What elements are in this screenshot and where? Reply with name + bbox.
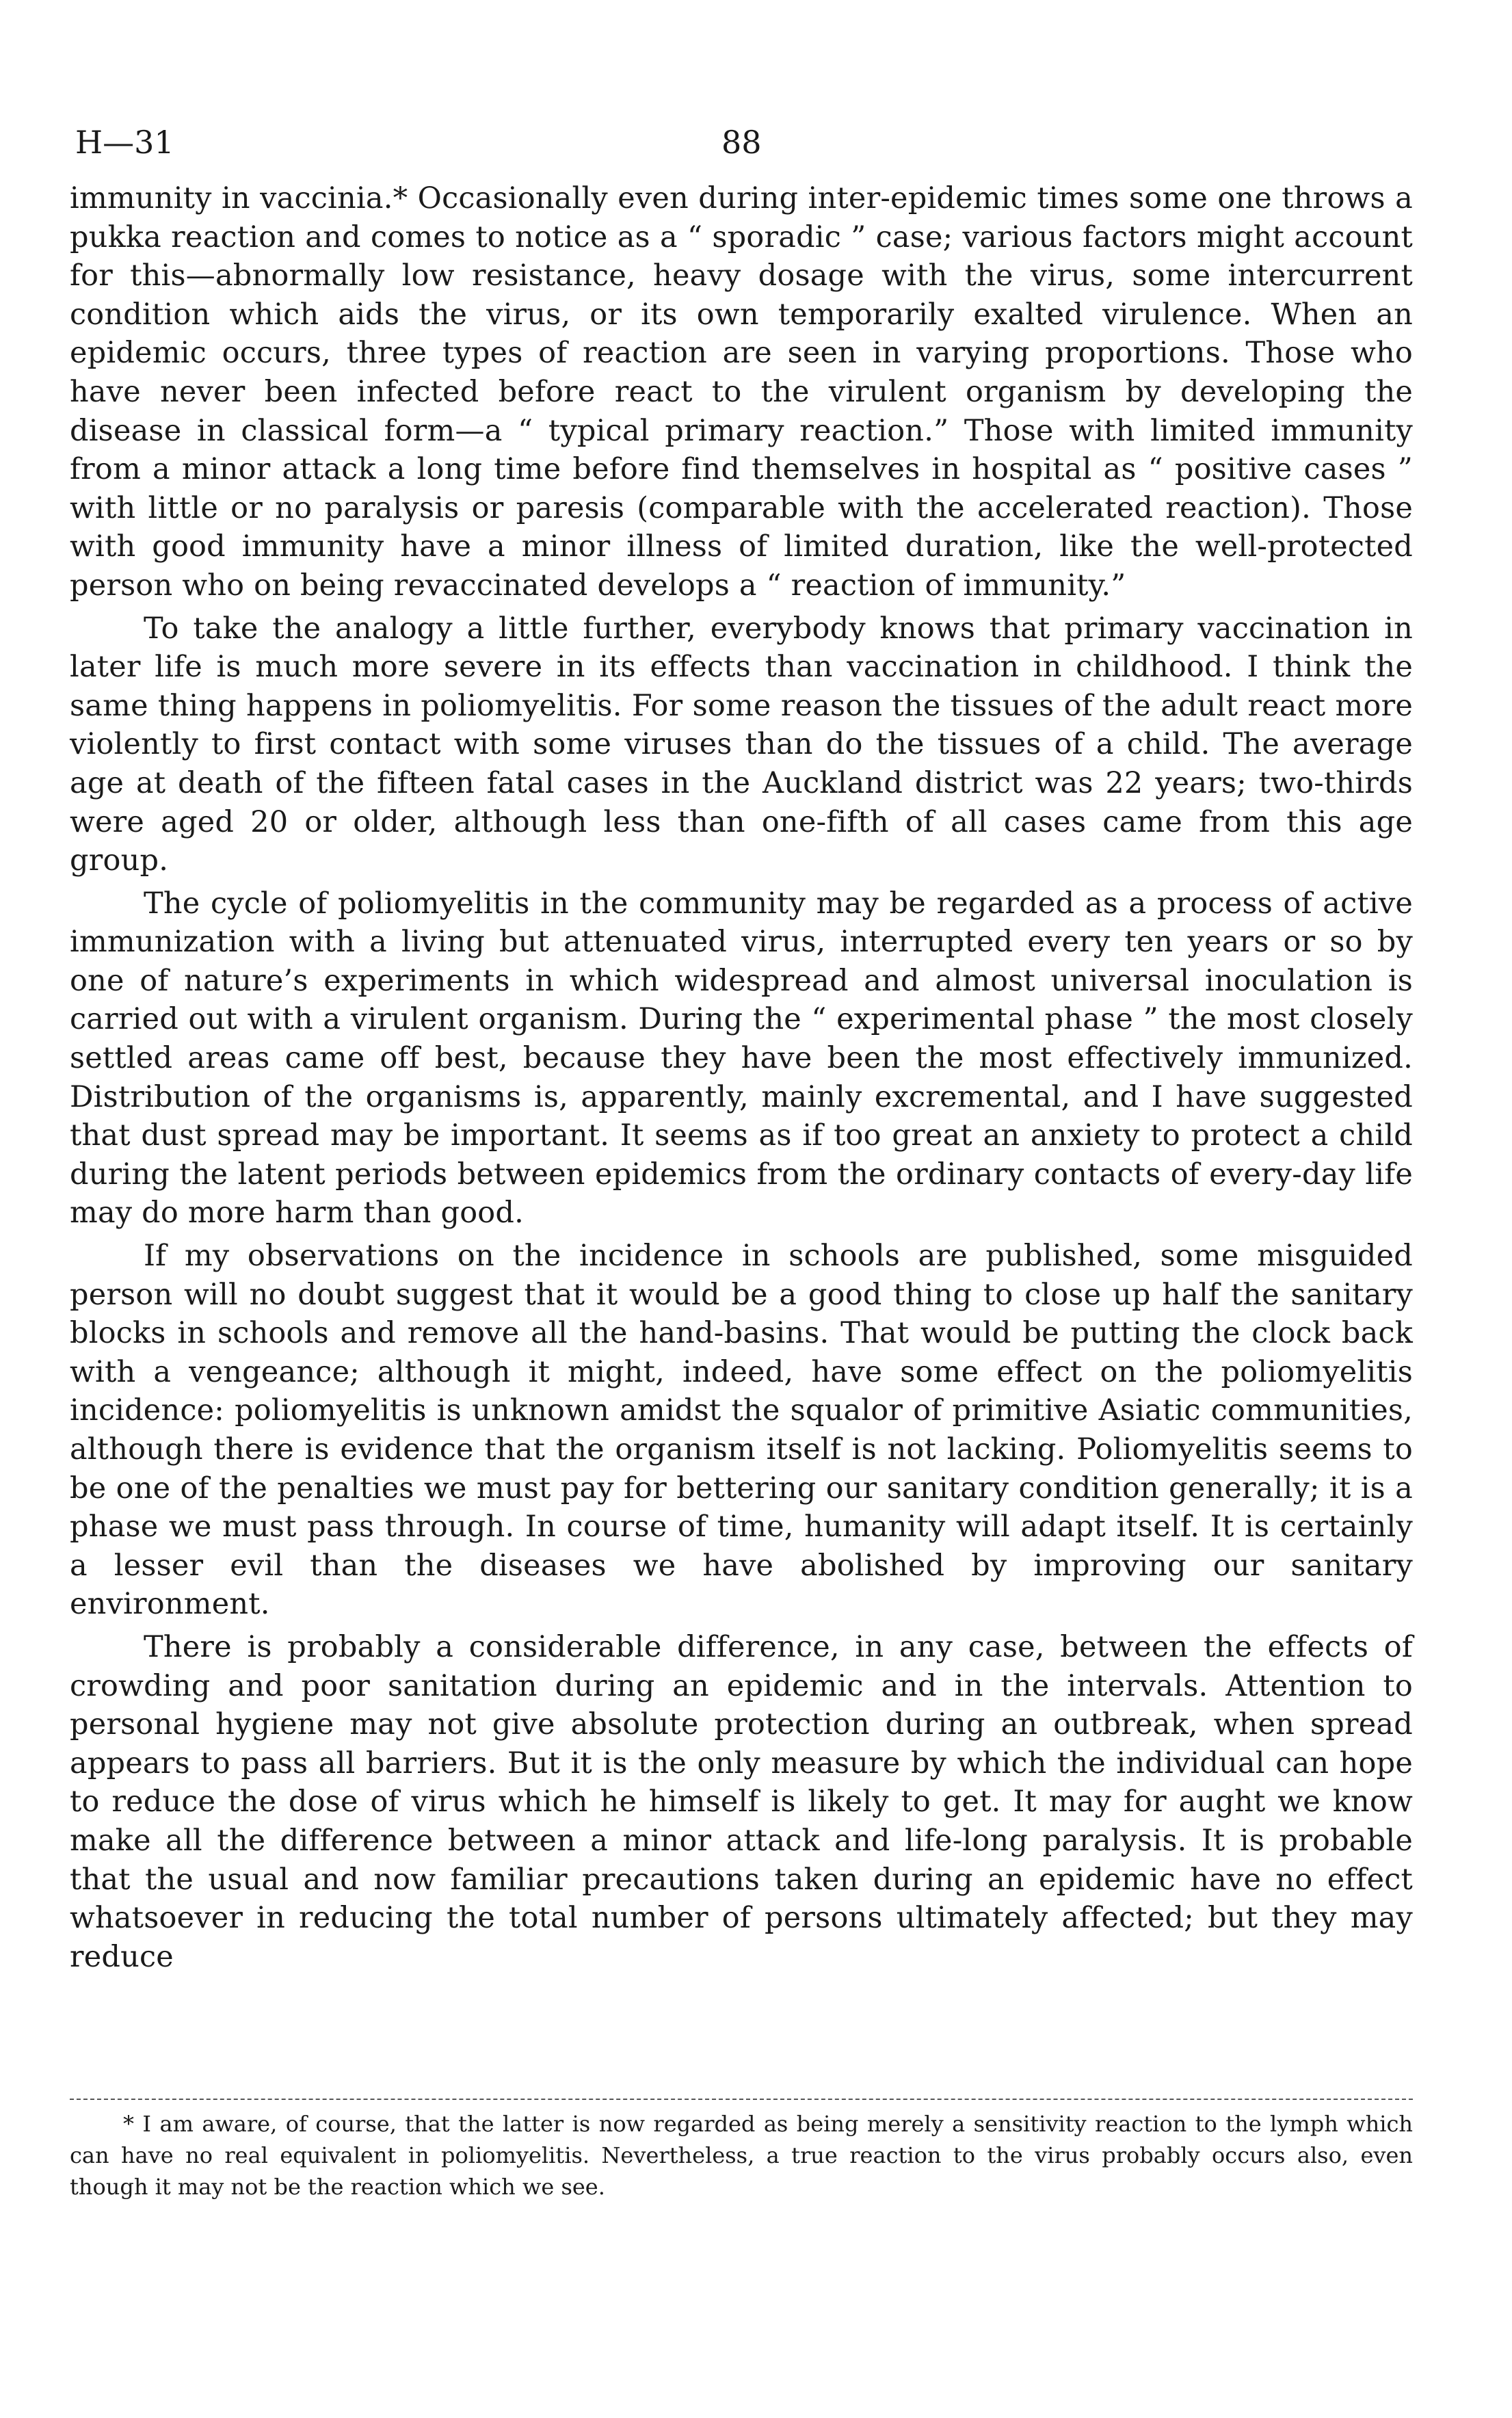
paragraph-5: There is probably a considerable difference, in any case, between the effects of crowding and poor sanitation during an epidemic and in the intervals. Attention to personal hygiene may not give absolute protection during an outbreak, when spread appears to pass all barriers. But it is the only measure by which the individual can hope to reduce the dose of virus which he himself is likely to get. It may for aught we know make all the difference between a minor attack and life-long paralysis. It is probable that the usual and now familiar precautions taken during an epidemic have no effect whatsoever in reducing the total number of persons ultimately affected; but they may reduce xyxy=(70,1629,1413,1974)
paragraph-2: To take the analogy a little further, everybody knows that primary vaccination in later life is much more severe in its effects than vaccination in childhood. I think the same thing happens in poliomyelitis. For some reason the tissues of the adult react more violently to first contact with some viruses than do the tissues of a child. The average age at death of the fifteen fatal cases in the Auckland district was 22 years; two-thirds were aged 20 or older, although less than one-fifth of all cases came from this age group. xyxy=(70,611,1413,878)
paragraph-1: immunity in vaccinia.* Occasionally even during inter-epidemic times some one throws a pukka reaction and comes to notice as a “ sporadic ” case; various factors might account for this—abnormally low resistance, heavy dosage with the virus, some intercurrent condition which aids the virus, or its own temporarily exalted virulence. When an epidemic occurs, three types of reaction are seen in varying proportions. Those who have never been infected before react to the virulent organism by developing the disease in classical form—a “ typical primary reaction.” Those with limited immunity from a minor attack a long time before find themselves in hospital as “ positive cases ” with little or no paralysis or paresis (comparable with the accelerated reaction). Those with good immunity have a minor illness of limited duration, like the well-protected person who on being revaccinated develops a “ reaction of immunity.” xyxy=(70,181,1413,603)
footnote: * I am aware, of course, that the latter is now regarded as being merely a sensitivity reaction to the lymph which can have no real equivalent in poliomyelitis. Nevertheless, a true reaction to the virus probably occurs also, even though it may not be the reaction which we see. xyxy=(70,2111,1413,2200)
body-text xyxy=(70,179,1413,1976)
footnote-divider xyxy=(70,2099,1413,2100)
document-reference: H—31 xyxy=(75,124,174,161)
page-header xyxy=(75,122,1436,163)
paragraph-3: The cycle of poliomyelitis in the community may be regarded as a process of active immunization with a living but attenuated virus, interrupted every ten years or so by one of nature’s experiments in which widespread and almost universal inoculation is carried out with a virulent organism. During the “ experimental phase ” the most closely settled areas came off best, because they have been the most effectively immunized. Distribution of the organisms is, apparently, mainly excremental, and I have suggested that dust spread may be important. It seems as if too great an anxiety to protect a child during the latent periods between epidemics from the ordinary contacts of every-day life may do more harm than good. xyxy=(70,886,1413,1231)
paragraph-4: If my observations on the incidence in schools are published, some misguided person will no doubt suggest that it would be a good thing to close up half the sanitary blocks in schools and remove all the hand-basins. That would be putting the clock back with a vengeance; although it might, indeed, have some effect on the poliomyelitis incidence: poliomyelitis is unknown amidst the squalor of primitive Asiatic communities, although there is evidence that the organism itself is not lacking. Poliomyelitis seems to be one of the penalties we must pay for bettering our sanitary condition generally; it is a phase we must pass through. In course of time, humanity will adapt itself. It is certainly a lesser evil than the diseases we have abolished by improving our sanitary environment. xyxy=(70,1239,1413,1622)
page-number: 88 xyxy=(721,124,762,161)
